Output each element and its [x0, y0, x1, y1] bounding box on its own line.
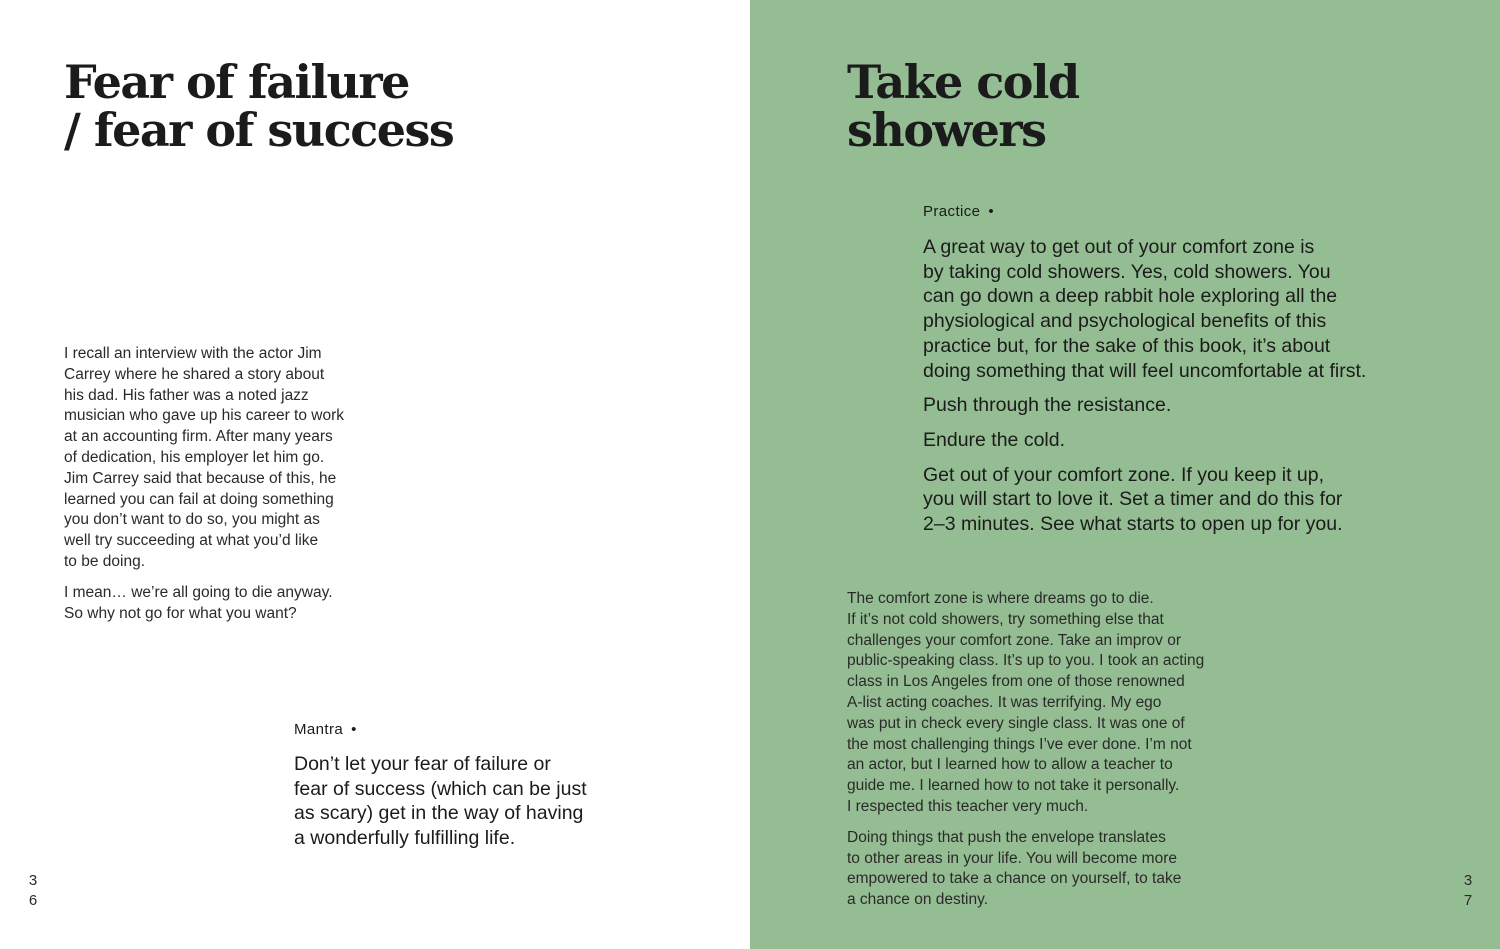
text-line: empowered to take a chance on yourself, to take — [847, 870, 1182, 888]
text-line: a wonderfully fulfilling life. — [294, 827, 516, 850]
paragraph — [847, 828, 1227, 911]
paragraph — [923, 428, 1443, 453]
paragraph — [847, 589, 1227, 818]
page-number-digit: 3 — [28, 872, 38, 889]
text-line: A-list acting coaches. It was terrifying. My ego — [847, 693, 1162, 711]
text-line: you will start to love it. Set a timer and do this for — [923, 488, 1343, 511]
text-line: 2–3 minutes. See what starts to open up for you. — [923, 513, 1343, 536]
text-line: Jim Carrey said that because of this, he — [64, 469, 337, 487]
mantra-label-text: Mantra — [294, 721, 344, 738]
text-line: his dad. His father was a noted jazz — [64, 386, 309, 404]
text-line: I mean… we’re all going to die anyway. — [64, 583, 333, 601]
text-line: Endure the cold. — [923, 428, 1066, 451]
text-line: So why not go for what you want? — [64, 604, 297, 622]
paragraph — [64, 583, 364, 625]
bullet-icon: • — [351, 721, 357, 738]
text-line: challenges your comfort zone. Take an improv or — [847, 631, 1181, 649]
text-line: well try succeeding at what you’d like — [64, 532, 319, 550]
paragraph — [923, 393, 1443, 418]
text-line: at an accounting firm. After many years — [64, 428, 333, 446]
text-line: by taking cold showers. Yes, cold showers. You — [923, 260, 1331, 283]
mantra-text — [294, 752, 654, 851]
title-line: showers — [847, 103, 1046, 157]
title-line: / fear of success — [64, 103, 454, 157]
page-number — [1461, 871, 1475, 911]
text-line: of dedication, his employer let him go. — [64, 448, 325, 466]
page-number-digit: 3 — [1463, 872, 1473, 889]
text-line: The comfort zone is where dreams go to die. — [847, 590, 1154, 607]
text-line: as scary) get in the way of having — [294, 802, 584, 825]
text-line: Don’t let your fear of failure or — [294, 753, 551, 775]
text-line: you don’t want to do so, you might as — [64, 511, 320, 529]
text-line: If it’s not cold showers, try something else that — [847, 610, 1164, 628]
text-line: doing something that will feel uncomfortable at first. — [923, 359, 1367, 382]
paragraph — [923, 235, 1443, 383]
practice-label — [923, 203, 994, 220]
text-line: Carrey where he shared a story about — [64, 365, 325, 383]
title-line: Fear of failure — [64, 55, 409, 109]
mantra-label — [294, 721, 357, 738]
page-number — [26, 871, 40, 911]
text-line: I respected this teacher very much. — [847, 797, 1089, 815]
text-line: A great way to get out of your comfort zone is — [923, 236, 1315, 258]
text-line: musician who gave up his career to work — [64, 407, 344, 425]
text-line: to be doing. — [64, 552, 146, 570]
text-line: fear of success (which can be just — [294, 777, 587, 800]
text-line: Push through the resistance. — [923, 394, 1172, 417]
text-line: I recall an interview with the actor Jim — [64, 345, 322, 362]
paragraph — [64, 344, 364, 573]
right-page — [750, 0, 1500, 949]
text-line: public-speaking class. It’s up to you. I took an acting — [847, 652, 1205, 670]
text-line: to other areas in your life. You will become more — [847, 849, 1177, 867]
text-line: the most challenging things I’ve ever done. I’m not — [847, 735, 1192, 753]
right-page-title — [847, 55, 1079, 157]
text-line: an actor, but I learned how to allow a teacher to — [847, 756, 1173, 774]
bullet-icon: • — [988, 203, 995, 220]
practice-text — [923, 235, 1443, 547]
paragraph — [923, 463, 1443, 537]
text-line: learned you can fail at doing something — [64, 490, 334, 508]
text-line: Doing things that push the envelope translates — [847, 828, 1166, 846]
page-number-digit: 7 — [1463, 892, 1473, 909]
text-line: class in Los Angeles from one of those renowned — [847, 673, 1185, 691]
text-line: was put in check every single class. It was one of — [847, 714, 1185, 732]
title-line: Take cold — [847, 55, 1079, 109]
page-number-digit: 6 — [28, 892, 38, 909]
text-line: a chance on destiny. — [847, 891, 989, 909]
text-line: Get out of your comfort zone. If you keep it up, — [923, 463, 1325, 486]
practice-label-text: Practice — [923, 203, 981, 220]
text-line: guide me. I learned how to not take it personally. — [847, 777, 1180, 795]
text-line: can go down a deep rabbit hole exploring all the — [923, 285, 1338, 308]
right-body-text — [847, 589, 1227, 921]
text-line: physiological and psychological benefits of this — [923, 310, 1327, 333]
left-body-text — [64, 344, 364, 634]
left-page-title — [64, 55, 454, 157]
text-line: practice but, for the sake of this book, it’s about — [923, 334, 1331, 357]
